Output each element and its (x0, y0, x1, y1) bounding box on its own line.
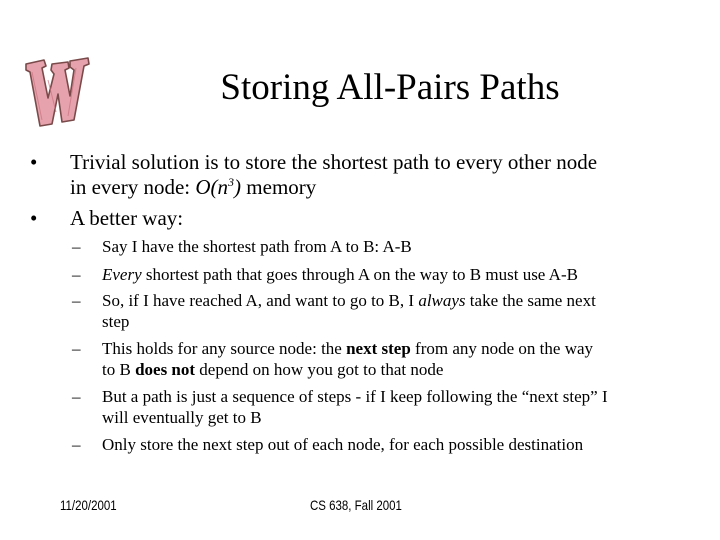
dash-icon: – (72, 291, 81, 310)
sub-bullet-text (102, 338, 702, 359)
sub-bullet-text (102, 264, 702, 285)
sub-bullet-text (102, 359, 702, 380)
text-run: memory (241, 175, 317, 199)
bullet-dot-icon: • (30, 206, 38, 230)
text-run: take the same next (465, 291, 596, 310)
math-text: ) (234, 175, 242, 199)
math-text: O(n (195, 175, 229, 199)
w-logo-icon (22, 50, 94, 128)
strong-text: next step (346, 339, 411, 358)
sub-bullet-text: step (102, 312, 130, 331)
strong-text: does not (135, 360, 196, 379)
dash-icon: – (72, 237, 81, 256)
dash-icon: – (72, 435, 81, 454)
dash-icon: – (72, 339, 81, 358)
sub-bullet-text: will eventually get to B (102, 408, 262, 427)
emphasis: Every (102, 265, 142, 284)
text-run: in every node: (70, 175, 196, 199)
bullet-line (70, 175, 690, 200)
dash-icon: – (72, 387, 81, 406)
footer-date: 11/20/2001 (60, 497, 117, 513)
sub-bullet-text: Only store the next step out of each node, for each possible destination (102, 435, 584, 454)
slide-title: Storing All-Pairs Paths (220, 67, 560, 108)
sub-bullet-2 (72, 264, 702, 285)
text-run: So, if I have reached A, and want to go to B, I (102, 291, 419, 310)
sub-bullet-4 (72, 338, 702, 380)
sub-bullet-text: But a path is just a sequence of steps - if I keep following the “next step” I (102, 387, 608, 406)
bullet-trivial-solution (30, 150, 690, 200)
dash-icon: – (72, 265, 81, 284)
text-run: shortest path that goes through A on the way to B must use A-B (141, 265, 578, 284)
emphasis: always (418, 291, 466, 310)
text-run: from any node on the way (410, 339, 594, 358)
text-run: depend on how you got to that node (195, 360, 444, 379)
math-exponent: 3 (228, 175, 235, 189)
footer-course: CS 638, Fall 2001 (310, 497, 402, 513)
text-run: This holds for any source node: the (102, 339, 347, 358)
bullet-line: A better way: (70, 206, 184, 230)
sub-bullet-text (102, 290, 702, 311)
text-run: to B (102, 360, 136, 379)
bullet-dot-icon: • (30, 150, 38, 174)
sub-bullet-3 (72, 290, 702, 332)
sub-bullet-1 (72, 236, 702, 257)
bullet-better-way (30, 206, 690, 231)
sub-bullet-5 (72, 386, 702, 428)
math-complexity (195, 175, 241, 199)
bullet-line: Trivial solution is to store the shortest path to every other node (70, 150, 598, 174)
sub-bullet-text: Say I have the shortest path from A to B: A-B (102, 237, 412, 256)
sub-bullet-6 (72, 434, 702, 455)
